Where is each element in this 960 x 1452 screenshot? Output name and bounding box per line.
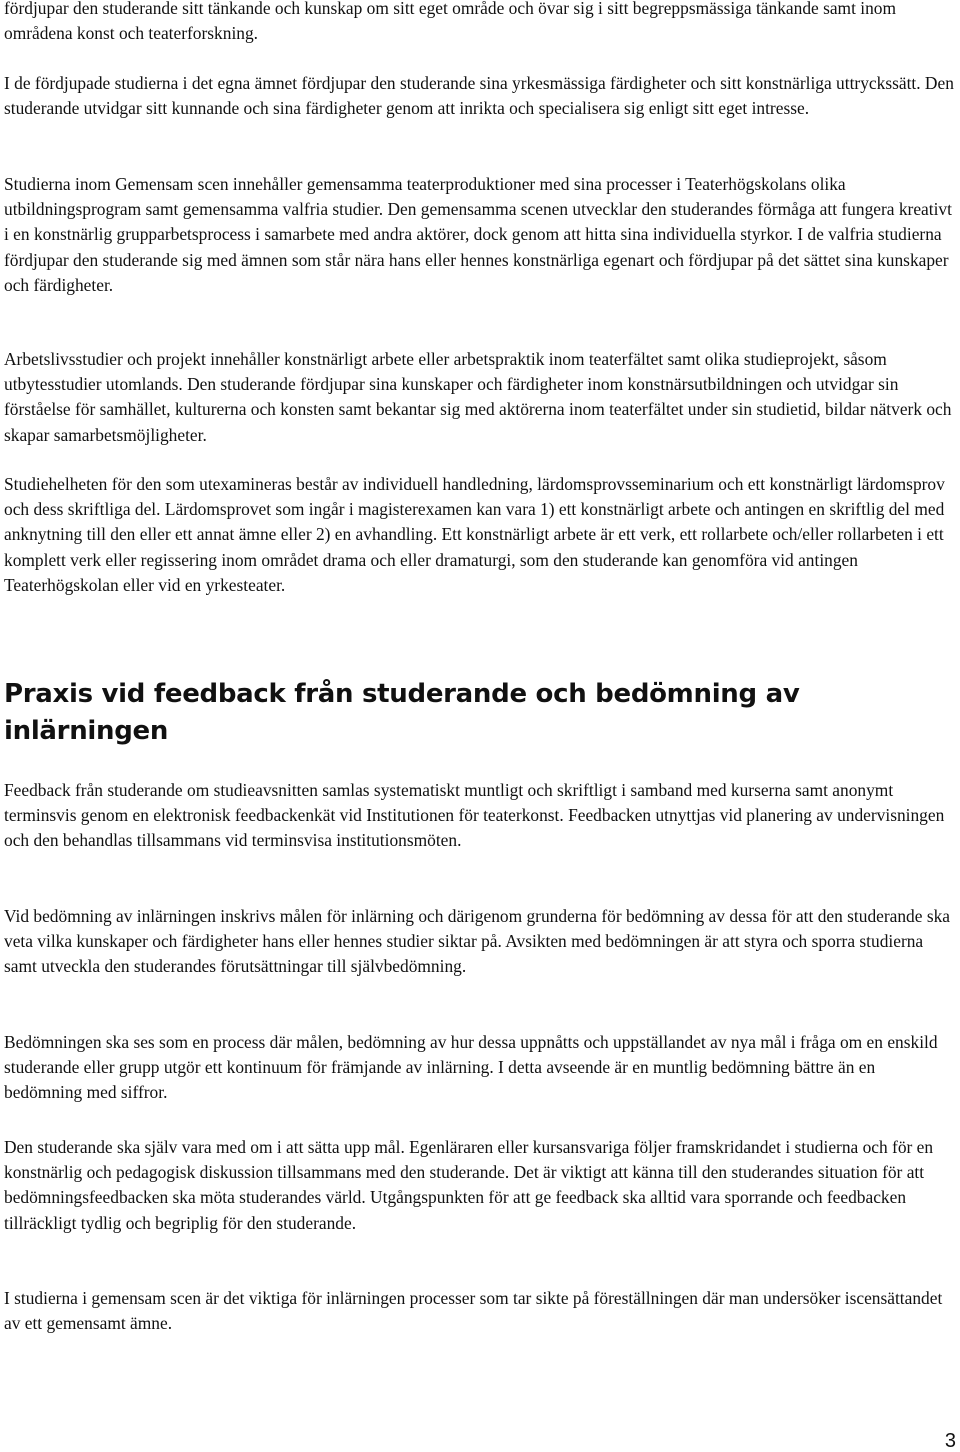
paragraph-common-stage-learning: I studierna i gemensam scen är det viktiga för inlärningen processer som tar sikte på föreställningen där man undersöker iscensättandet av ett gemensamt ämne. [4,1288,943,1334]
paragraph-thesis: Studiehelheten för den som utexamineras består av individuell handledning, lärdomsprovsseminarium och ett konstnärligt lärdomsprov och dess skriftliga del. Lärdomsprovet som ingår i magisterexamen kan vara 1) ett konstnärligt arbete och antingen en skriftlig del med anknytning till den eller ett annat ämne eller 2) en avhandling. Ett konstnärligt arbete är ett verk, ett rollarbete och/eller rollarbeten i ett komplett verk eller regissering inom området drama och eller dramaturgi, som den studerande kan genomföra vid antingen Teaterhögskolan eller vid en yrkesteater. [4,474,945,595]
paragraph-common-stage: Studierna inom Gemensam scen innehåller gemensamma teaterproduktioner med sina processer i Teaterhögskolans olika utbildningsprogram samt gemensamma valfria studier. Den gemensamma scenen utvecklar den studerandes förmåga att fungera kreativt i en konstnärlig grupparbetsprocess i samarbete med andra aktörer, dock genom att hitta sina individuella styrkor. I de valfria studierna fördjupar den studerande sig med ämnen som står nära hans eller hennes konstnärliga egenart och fördjupar på det sättet sina kunskaper och färdigheter. [4,174,952,295]
section-heading: Praxis vid feedback från studerande och bedömning av inlärningen [4,679,800,746]
paragraph-feedback: Feedback från studerande om studieavsnitten samlas systematiskt muntligt och skriftligt i samband med kurserna samt anonymt terminsvis genom en elektronisk feedbackenkät vid Institutionen för teaterkonst. Feedbacken utnyttjas vid planering av undervisningen och den behandlas tillsammans vid terminsvisa institutionsmöten. [4,780,945,851]
paragraph-studies-intro: fördjupar den studerande sitt tänkande och kunskap om sitt eget område och övar sig i sitt begreppsmässiga tänkande samt inom områdena konst och teaterforskning. [4,0,897,44]
paragraph-work-life-studies: Arbetslivsstudier och projekt innehåller konstnärligt arbete eller arbetspraktik inom teaterfältet samt olika studieprojekt, såsom utbytesstudier utomlands. Den studerande fördjupar sina kunskaper och färdigheter inom konstnärsutbildningen och utvidgar sin förståelse för samhället, kulturerna och konsten samt bekantar sig med aktörerna inom teaterfältet under sin studietid, bildar nätverk och skapar samarbetsmöjligheter. [4,349,952,445]
paragraph-student-involvement: Den studerande ska själv vara med om i att sätta upp mål. Egenläraren eller kursansvariga följer framskridandet i studierna och för en konstnärlig och pedagogisk diskussion tillsammans med den studerande. Det är viktigt att känna till den studerandes situation för att bedömningsfeedbacken ska möta studerandes värld. Utgångspunkten för att ge feedback ska alltid vara sporrande och feedbacken tillräckligt tydlig och begriplig för den studerande. [4,1137,934,1233]
page-number: 3 [944,1430,956,1452]
paragraph-assessment-process: Bedömningen ska ses som en process där målen, bedömning av hur dessa uppnåtts och uppställandet av nya mål i fråga om en enskild studerande eller grupp utgör ett kontinuum för främjande av inlärning. I detta avseende är en muntlig bedömning bättre än en bedömning med siffror. [4,1032,938,1103]
paragraph-advanced-studies: I de fördjupade studierna i det egna ämnet fördjupar den studerande sina yrkesmässiga färdigheter och sitt konstnärliga uttryckssätt. Den studerande utvidgar sitt kunnande och sina färdigheter genom att inrikta och specialisera sig enligt sitt eget intresse. [4,73,954,119]
paragraph-assessment-goals: Vid bedömning av inlärningen inskrivs målen för inlärning och därigenom grunderna för bedömning av dessa för att den studerande ska veta vilka kunskaper och färdigheter hans eller hennes studier siktar på. Avsikten med bedömningen är att styra och sporra studierna samt utveckla den studerandes förutsättningar till självbedömning. [4,906,951,977]
